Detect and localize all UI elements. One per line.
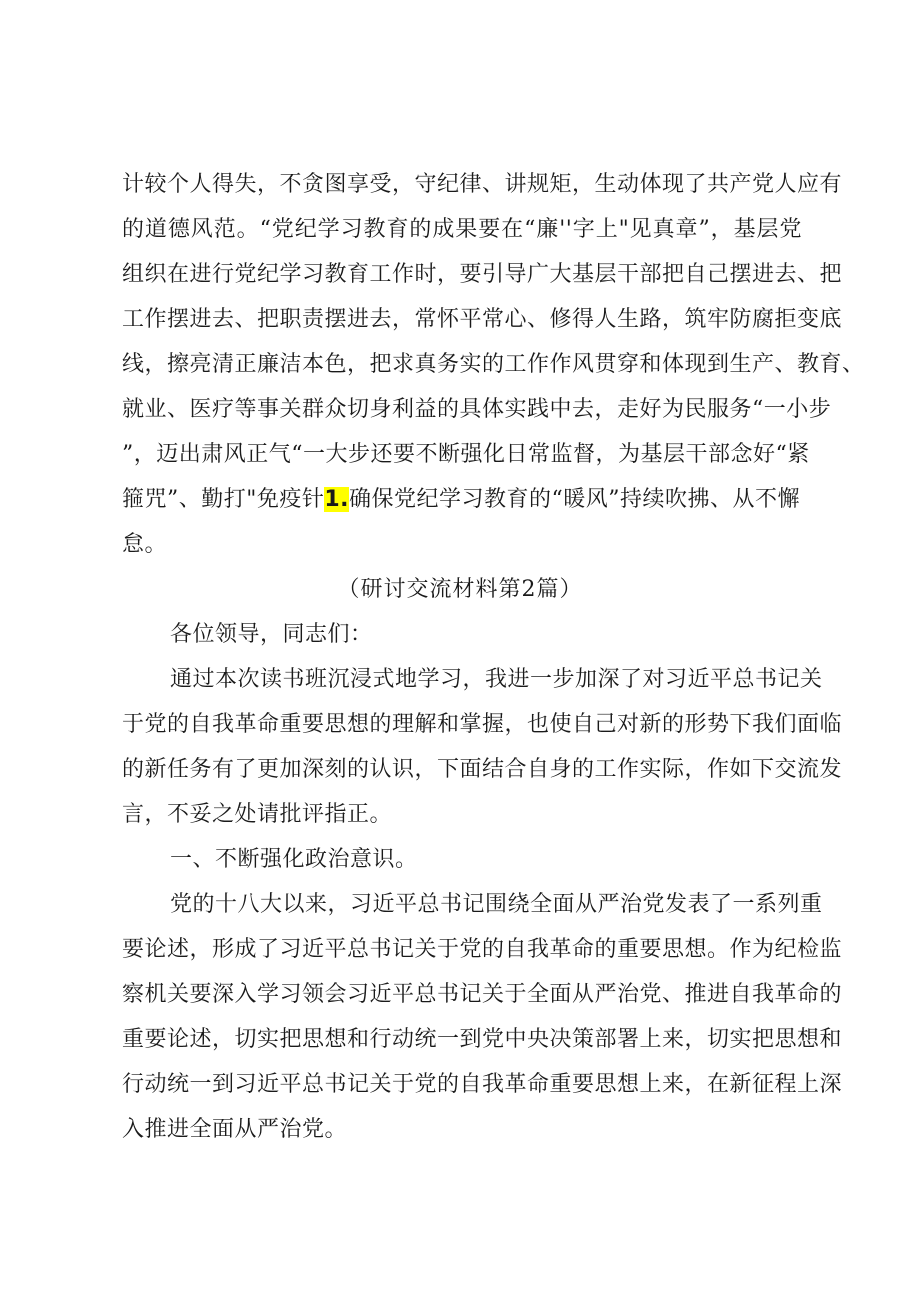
text-line-highlighted [122,486,802,514]
paragraph-line: 重要论述，切实把思想和行动统一到党中央决策部署上来，切实把思想和 [122,1027,843,1052]
text-segment: 确保党纪学习教育的“暖风”持续吹拂、从不懈 [349,487,801,512]
paragraph-line: 行动统一到习近平总书记关于党的自我革命重要思想上来，在新征程上深 [122,1072,843,1097]
text-line: ”，迈出肃风正气“一大步还要不断强化日常监督，为基层干部念好“紧 [122,442,810,467]
text-line: 组织在进行党纪学习教育工作时，要引导广大基层干部把自己摆进去、把 [122,262,843,287]
text-segment: 箍咒”、勤打"免疫针 [122,487,325,512]
highlighted-number: 1. [324,487,350,512]
article-title: （研讨交流材料第2篇） [337,577,583,602]
text-line: 怠。 [122,532,168,557]
paragraph-line: 通过本次读书班沉浸式地学习，我进一步加深了对习近平总书记关 [170,667,823,692]
section-heading: 一、不断强化政治意识。 [170,847,418,872]
text-line: 线，擦亮清正廉洁本色，把求真务实的工作作风贯穿和体现到生产、教育、 [122,352,865,377]
paragraph-line: 于党的自我革命重要思想的理解和掌握，也使自己对新的形势下我们面临 [122,712,843,737]
paragraph-line: 要论述，形成了习近平总书记关于党的自我革命的重要思想。作为纪检监 [122,937,843,962]
paragraph-line: 入推进全面从严治党。 [122,1117,348,1142]
text-line: 计较个人得失，不贪图享受，守纪律、讲规矩，生动体现了共产党人应有 [122,172,843,197]
paragraph-line: 察机关要深入学习领会习近平总书记关于全面从严治党、推进自我革命的 [122,982,843,1007]
greeting: 各位领导，同志们： [170,622,373,647]
text-line: 的道德风范。“党纪学习教育的成果要在“廉''字上"见真章”，基层党 [122,217,802,242]
text-line: 工作摆进去、把职责摆进去，常怀平常心、修得人生路，筑牢防腐拒变底 [122,307,843,332]
text-line: 就业、医疗等事关群众切身利益的具体实践中去，走好为民服务“一小步 [122,397,832,422]
paragraph-line: 的新任务有了更加深刻的认识，下面结合自身的工作实际，作如下交流发 [122,757,843,782]
paragraph-line: 言，不妥之处请批评指正。 [122,802,393,827]
paragraph-line: 党的十八大以来，习近平总书记围绕全面从严治党发表了一系列重 [170,892,823,917]
